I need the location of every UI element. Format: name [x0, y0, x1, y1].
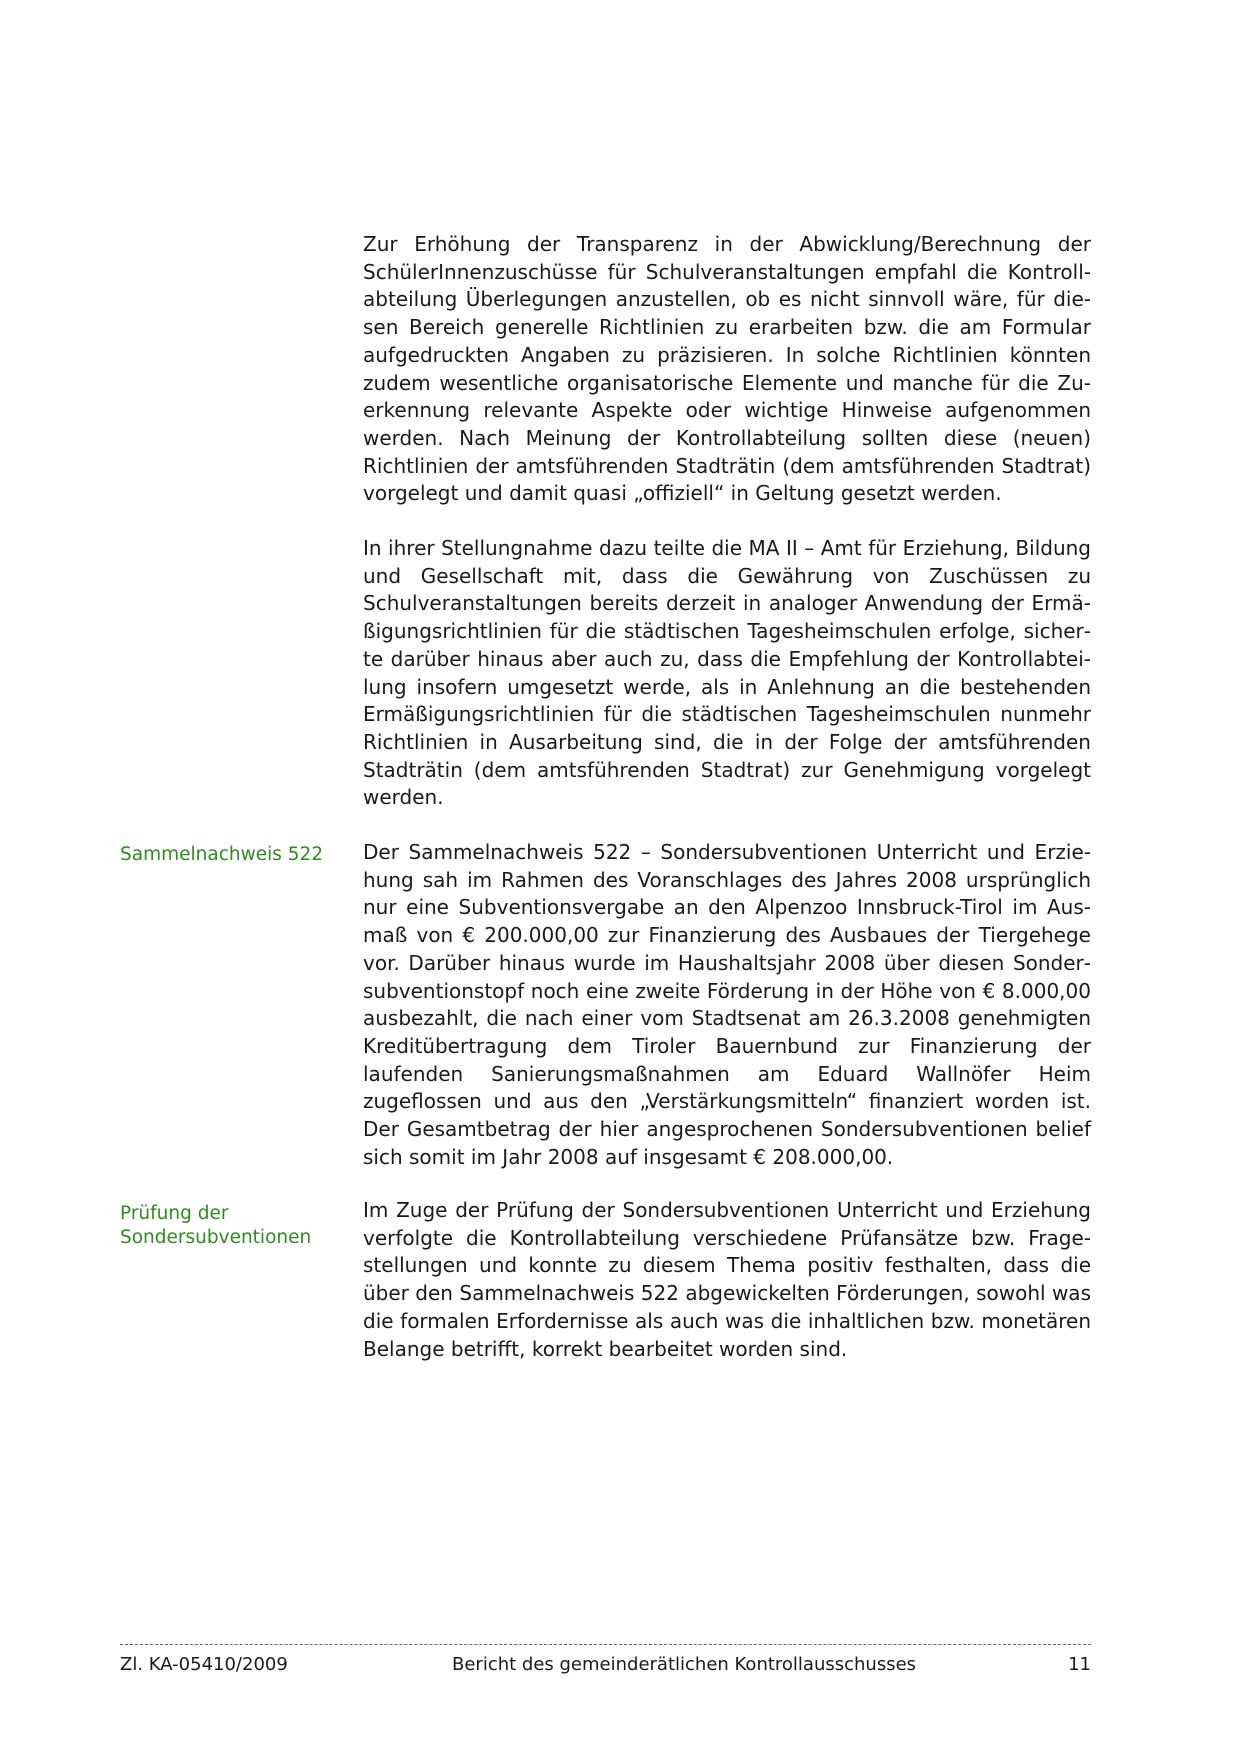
paragraph-statement-ma-ii: In ihrer Stellungnahme dazu teilte die MA II – Amt für Erziehung, Bildung und Gesellschaft mit, dass die Gewährung von Zuschüssen zu Schulveranstaltungen bereits derzeit in analoger Anwendung der Ermäßigungsrichtlinien für die städtischen Tagesheimschulen erfolge, sicherte darüber hinaus aber auch zu, dass die Empfehlung der Kontrollabteilung insofern umgesetzt werde, als in Anlehnung an die bestehenden Ermäßigungsrichtlinien für die städtischen Tagesheimschulen nunmehr Richtlinien in Ausarbeitung sind, die in der Folge der amtsführenden Stadträtin (dem amtsführenden Stadtrat) zur Genehmigung vorgelegt werden. [363, 536, 1091, 810]
paragraph-pruefung-sondersubventionen: Im Zuge der Prüfung der Sondersubventionen Unterricht und Erziehung verfolgte die Kontrollabteilung verschiedene Prüfansätze bzw. Fragestellungen und konnte zu diesem Thema positiv festhalten, dass die über den Sammelnachweis 522 abgewickelten Förderungen, sowohl was die formalen Erfordernisse als auch was die inhaltlichen bzw. monetären Belange betrifft, korrekt bearbeitet worden sind. [363, 1198, 1091, 1361]
sidenote-pruefung-line1: Prüfung der [120, 1203, 229, 1224]
footer-title: Bericht des gemeinderätlichen Kontrollausschusses [452, 1654, 917, 1675]
footer-divider [120, 1644, 1091, 1645]
paragraph-sammelnachweis-522: Der Sammelnachweis 522 – Sondersubventionen Unterricht und Erziehung sah im Rahmen des Voranschlages des Jahres 2008 ursprünglich nur eine Subventionsvergabe an den Alpenzoo Innsbruck-Tirol im Ausmaß von € 200.000,00 zur Finanzierung des Ausbaues der Tiergehege vor. Darüber hinaus wurde im Haushaltsjahr 2008 über diesen Sondersubventionstopf noch eine zweite Förderung in der Höhe von € 8.000,00 ausbezahlt, die nach einer vom Stadtsenat am 26.3.2008 genehmigten Kreditübertragung dem Tiroler Bauernbund zur Finanzierung der laufenden Sanierungsmaßnahmen am Eduard Wallnöfer Heim zugeflossen und aus den „Verstärkungsmitteln“ finanziert worden ist. Der Gesamtbetrag der hier angesprochenen Sondersubventionen belief sich somit im Jahr 2008 auf insgesamt € 208.000,00. [363, 840, 1091, 1169]
footer-reference: Zl. KA-05410/2009 [120, 1654, 288, 1675]
sidenote-pruefung-line2: Sondersubventionen [120, 1227, 312, 1248]
sidenote-sammelnachweis: Sammelnachweis 522 [120, 844, 324, 865]
footer-page-number: 11 [1068, 1654, 1091, 1675]
paragraph-transparency-recommendation: Zur Erhöhung der Transparenz in der Abwicklung/Berechnung der SchülerInnenzuschüsse für Schulveranstaltungen empfahl die Kontrollabteilung Überlegungen anzustellen, ob es nicht sinnvoll wäre, für diesen Bereich generelle Richtlinien zu erarbeiten bzw. die am Formular aufgedruckten Angaben zu präzisieren. In solche Richtlinien könnten zudem wesentliche organisatorische Elemente und manche für die Zuerkennung relevante Aspekte oder wichtige Hinweise aufgenommen werden. Nach Meinung der Kontrollabteilung sollten diese (neuen) Richtlinien der amtsführenden Stadträtin (dem amtsführenden Stadtrat) vorgelegt und damit quasi „offiziell“ in Geltung gesetzt werden. [363, 232, 1091, 506]
sidenote-pruefung [120, 1202, 330, 1250]
